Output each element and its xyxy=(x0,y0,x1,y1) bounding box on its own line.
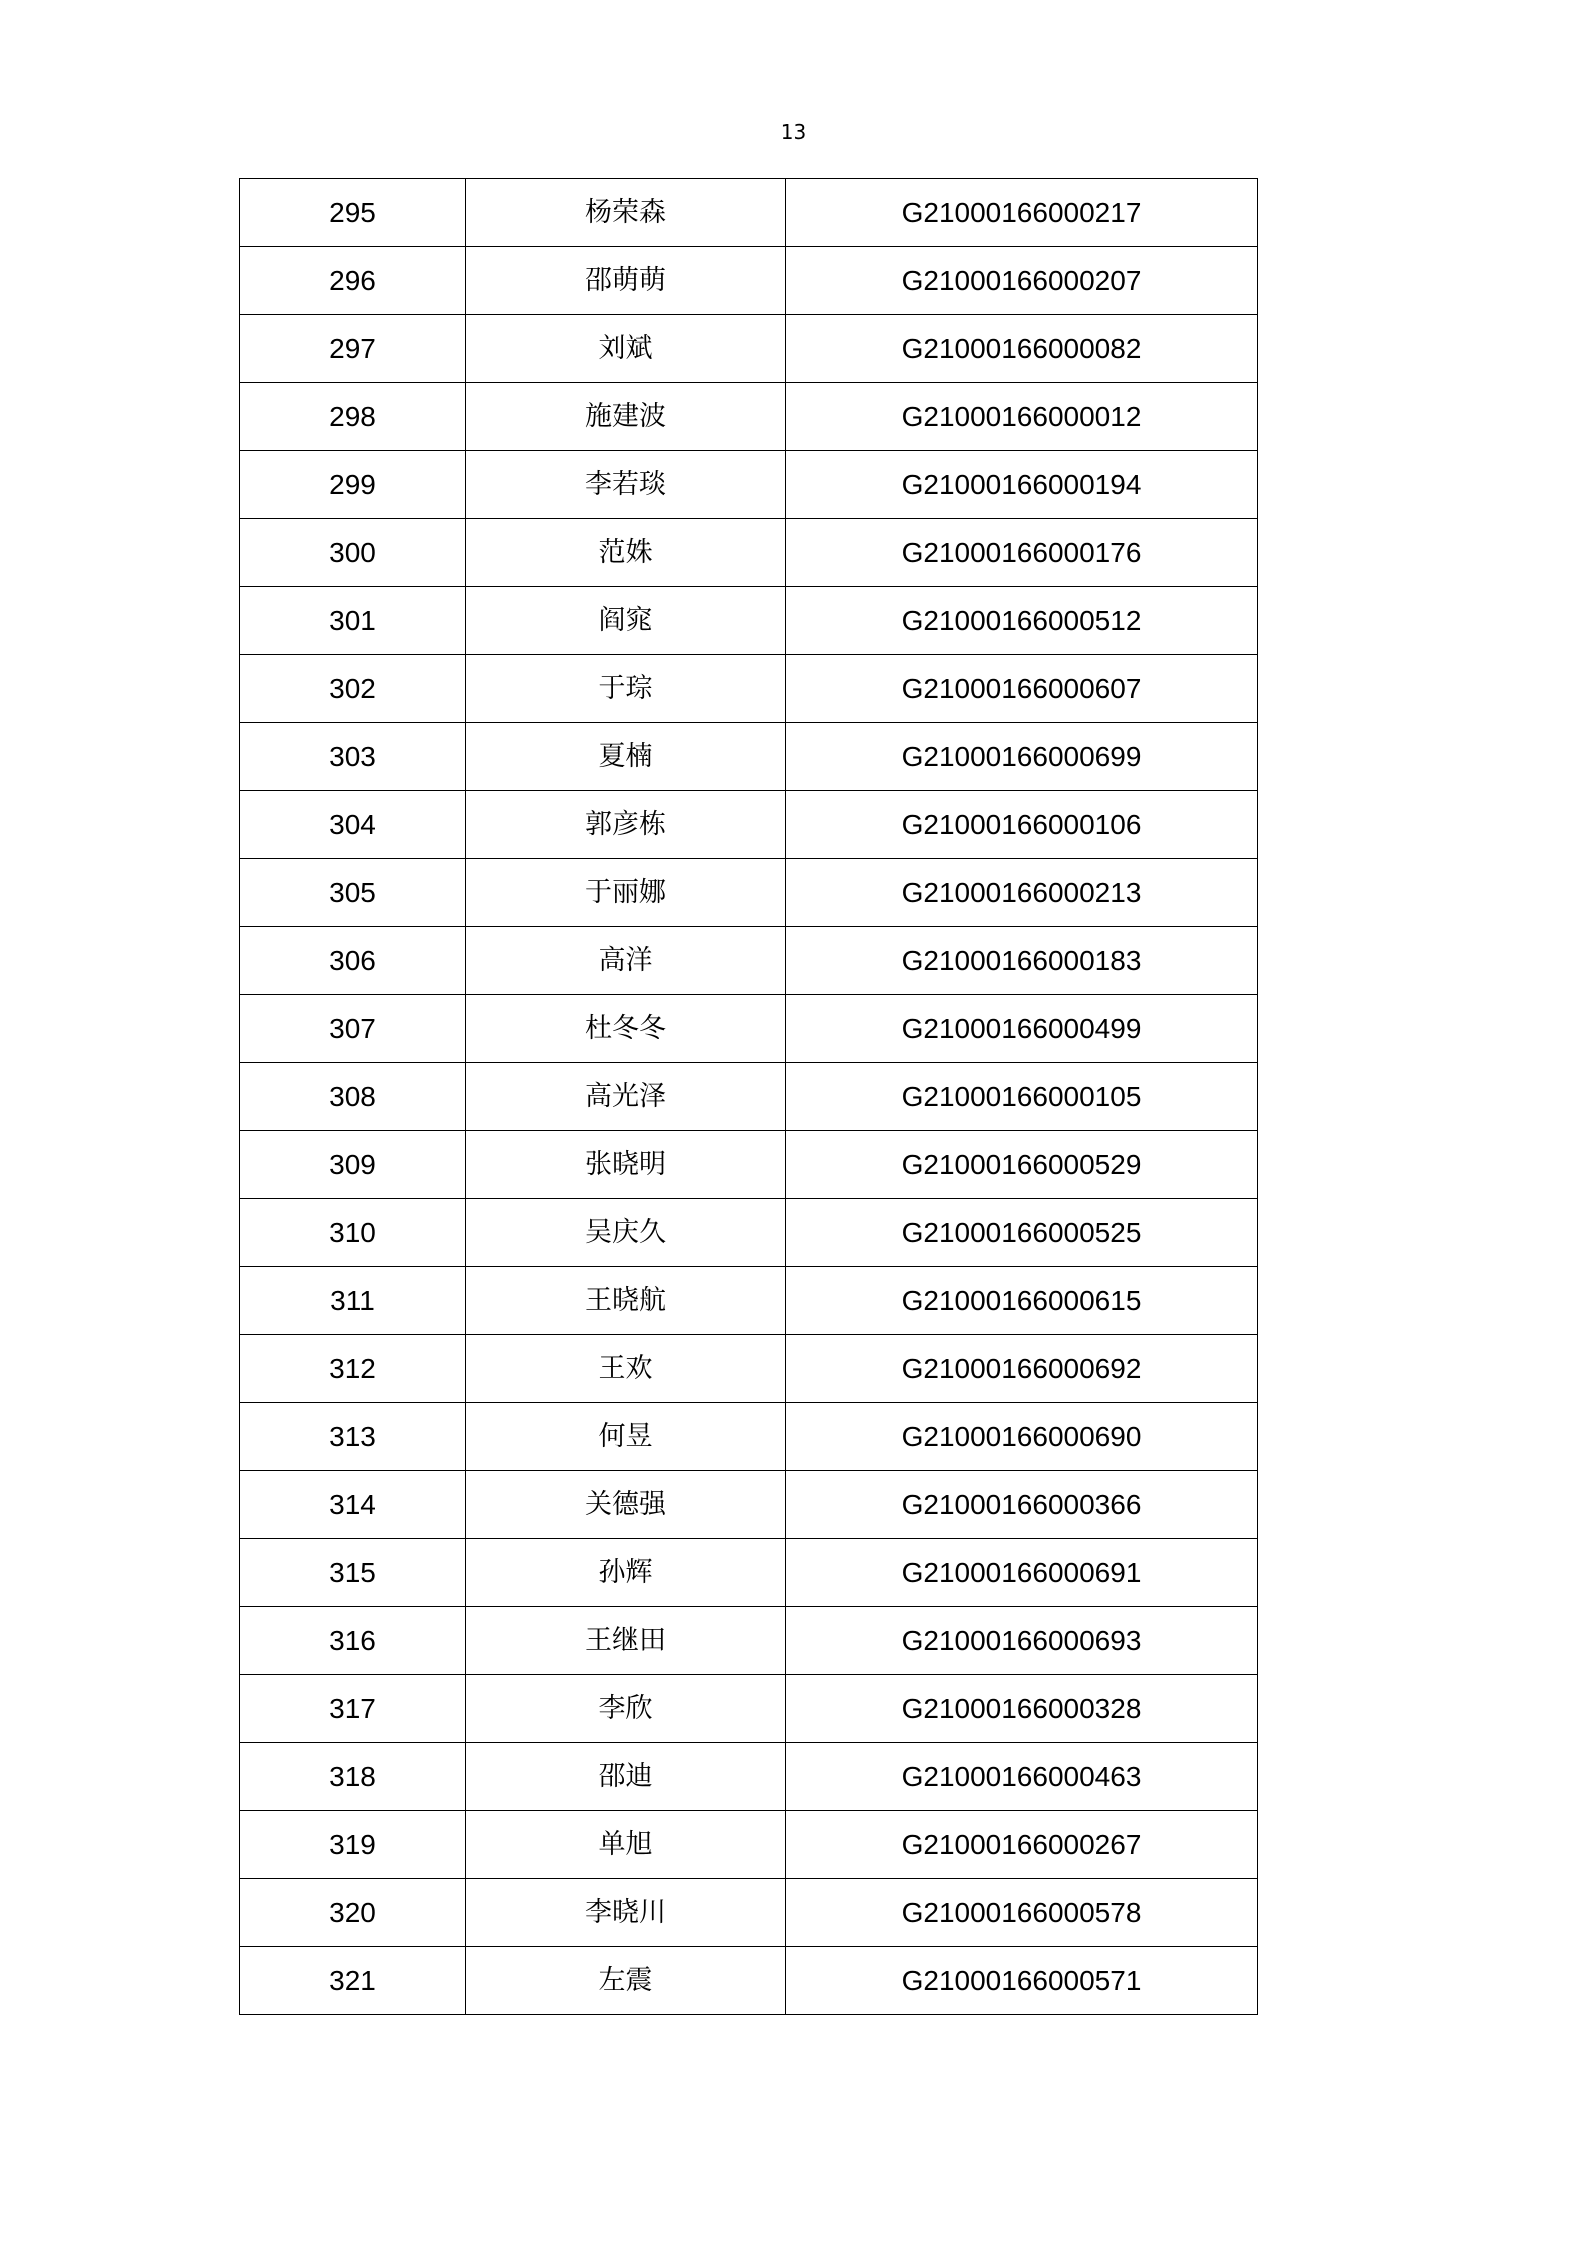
table-row xyxy=(240,1199,1258,1267)
name-cell: 邵迪 xyxy=(466,1743,786,1811)
row-number-cell: 316 xyxy=(240,1607,466,1675)
name-cell: 于丽娜 xyxy=(466,859,786,927)
certificate-id-cell: G21000166000106 xyxy=(786,791,1258,859)
certificate-id-cell: G21000166000691 xyxy=(786,1539,1258,1607)
name-cell: 范姝 xyxy=(466,519,786,587)
row-number-cell: 312 xyxy=(240,1335,466,1403)
table-row xyxy=(240,1811,1258,1879)
row-number-cell: 307 xyxy=(240,995,466,1063)
table-row xyxy=(240,1879,1258,1947)
name-cell: 左震 xyxy=(466,1947,786,2015)
table-row xyxy=(240,1947,1258,2015)
name-cell: 关德强 xyxy=(466,1471,786,1539)
name-cell: 刘斌 xyxy=(466,315,786,383)
table-row xyxy=(240,587,1258,655)
row-number-cell: 297 xyxy=(240,315,466,383)
name-cell: 单旭 xyxy=(466,1811,786,1879)
row-number-cell: 314 xyxy=(240,1471,466,1539)
certificate-id-cell: G21000166000499 xyxy=(786,995,1258,1063)
certificate-id-cell: G21000166000012 xyxy=(786,383,1258,451)
table-row xyxy=(240,1675,1258,1743)
certificate-id-cell: G21000166000366 xyxy=(786,1471,1258,1539)
roster-table xyxy=(239,178,1258,2015)
row-number-cell: 309 xyxy=(240,1131,466,1199)
name-cell: 李欣 xyxy=(466,1675,786,1743)
name-cell: 于琮 xyxy=(466,655,786,723)
table-row xyxy=(240,179,1258,247)
name-cell: 高洋 xyxy=(466,927,786,995)
table-row xyxy=(240,791,1258,859)
name-cell: 杜冬冬 xyxy=(466,995,786,1063)
certificate-id-cell: G21000166000328 xyxy=(786,1675,1258,1743)
row-number-cell: 315 xyxy=(240,1539,466,1607)
table-row xyxy=(240,1403,1258,1471)
name-cell: 郭彦栋 xyxy=(466,791,786,859)
row-number-cell: 318 xyxy=(240,1743,466,1811)
row-number-cell: 313 xyxy=(240,1403,466,1471)
certificate-id-cell: G21000166000571 xyxy=(786,1947,1258,2015)
table-row xyxy=(240,995,1258,1063)
name-cell: 阎窕 xyxy=(466,587,786,655)
row-number-cell: 321 xyxy=(240,1947,466,2015)
table-row xyxy=(240,655,1258,723)
table-row xyxy=(240,859,1258,927)
certificate-id-cell: G21000166000194 xyxy=(786,451,1258,519)
row-number-cell: 308 xyxy=(240,1063,466,1131)
table-row xyxy=(240,519,1258,587)
certificate-id-cell: G21000166000692 xyxy=(786,1335,1258,1403)
certificate-id-cell: G21000166000578 xyxy=(786,1879,1258,1947)
name-cell: 李若琰 xyxy=(466,451,786,519)
row-number-cell: 301 xyxy=(240,587,466,655)
table-row xyxy=(240,1743,1258,1811)
row-number-cell: 305 xyxy=(240,859,466,927)
table-row xyxy=(240,1471,1258,1539)
row-number-cell: 310 xyxy=(240,1199,466,1267)
row-number-cell: 299 xyxy=(240,451,466,519)
certificate-id-cell: G21000166000463 xyxy=(786,1743,1258,1811)
row-number-cell: 296 xyxy=(240,247,466,315)
table-row xyxy=(240,315,1258,383)
certificate-id-cell: G21000166000213 xyxy=(786,859,1258,927)
name-cell: 邵萌萌 xyxy=(466,247,786,315)
table-row xyxy=(240,1267,1258,1335)
name-cell: 施建波 xyxy=(466,383,786,451)
certificate-id-cell: G21000166000690 xyxy=(786,1403,1258,1471)
row-number-cell: 298 xyxy=(240,383,466,451)
name-cell: 孙辉 xyxy=(466,1539,786,1607)
certificate-id-cell: G21000166000693 xyxy=(786,1607,1258,1675)
name-cell: 王晓航 xyxy=(466,1267,786,1335)
table-row xyxy=(240,383,1258,451)
certificate-id-cell: G21000166000105 xyxy=(786,1063,1258,1131)
name-cell: 夏楠 xyxy=(466,723,786,791)
name-cell: 王欢 xyxy=(466,1335,786,1403)
row-number-cell: 317 xyxy=(240,1675,466,1743)
certificate-id-cell: G21000166000082 xyxy=(786,315,1258,383)
row-number-cell: 306 xyxy=(240,927,466,995)
certificate-id-cell: G21000166000176 xyxy=(786,519,1258,587)
certificate-id-cell: G21000166000183 xyxy=(786,927,1258,995)
certificate-id-cell: G21000166000217 xyxy=(786,179,1258,247)
table-row xyxy=(240,1607,1258,1675)
name-cell: 李晓川 xyxy=(466,1879,786,1947)
row-number-cell: 311 xyxy=(240,1267,466,1335)
roster-table-body xyxy=(240,179,1258,2015)
name-cell: 王继田 xyxy=(466,1607,786,1675)
certificate-id-cell: G21000166000525 xyxy=(786,1199,1258,1267)
certificate-id-cell: G21000166000607 xyxy=(786,655,1258,723)
certificate-id-cell: G21000166000512 xyxy=(786,587,1258,655)
name-cell: 何昱 xyxy=(466,1403,786,1471)
table-row xyxy=(240,1131,1258,1199)
row-number-cell: 302 xyxy=(240,655,466,723)
name-cell: 张晓明 xyxy=(466,1131,786,1199)
table-row xyxy=(240,1539,1258,1607)
row-number-cell: 319 xyxy=(240,1811,466,1879)
certificate-id-cell: G21000166000267 xyxy=(786,1811,1258,1879)
table-row xyxy=(240,723,1258,791)
row-number-cell: 295 xyxy=(240,179,466,247)
name-cell: 杨荣森 xyxy=(466,179,786,247)
row-number-cell: 300 xyxy=(240,519,466,587)
name-cell: 高光泽 xyxy=(466,1063,786,1131)
certificate-id-cell: G21000166000699 xyxy=(786,723,1258,791)
table-row xyxy=(240,1063,1258,1131)
table-row xyxy=(240,927,1258,995)
certificate-id-cell: G21000166000529 xyxy=(786,1131,1258,1199)
table-row xyxy=(240,451,1258,519)
row-number-cell: 303 xyxy=(240,723,466,791)
certificate-id-cell: G21000166000207 xyxy=(786,247,1258,315)
row-number-cell: 320 xyxy=(240,1879,466,1947)
name-cell: 吴庆久 xyxy=(466,1199,786,1267)
certificate-id-cell: G21000166000615 xyxy=(786,1267,1258,1335)
row-number-cell: 304 xyxy=(240,791,466,859)
table-row xyxy=(240,1335,1258,1403)
page-number: 13 xyxy=(780,120,807,144)
table-row xyxy=(240,247,1258,315)
